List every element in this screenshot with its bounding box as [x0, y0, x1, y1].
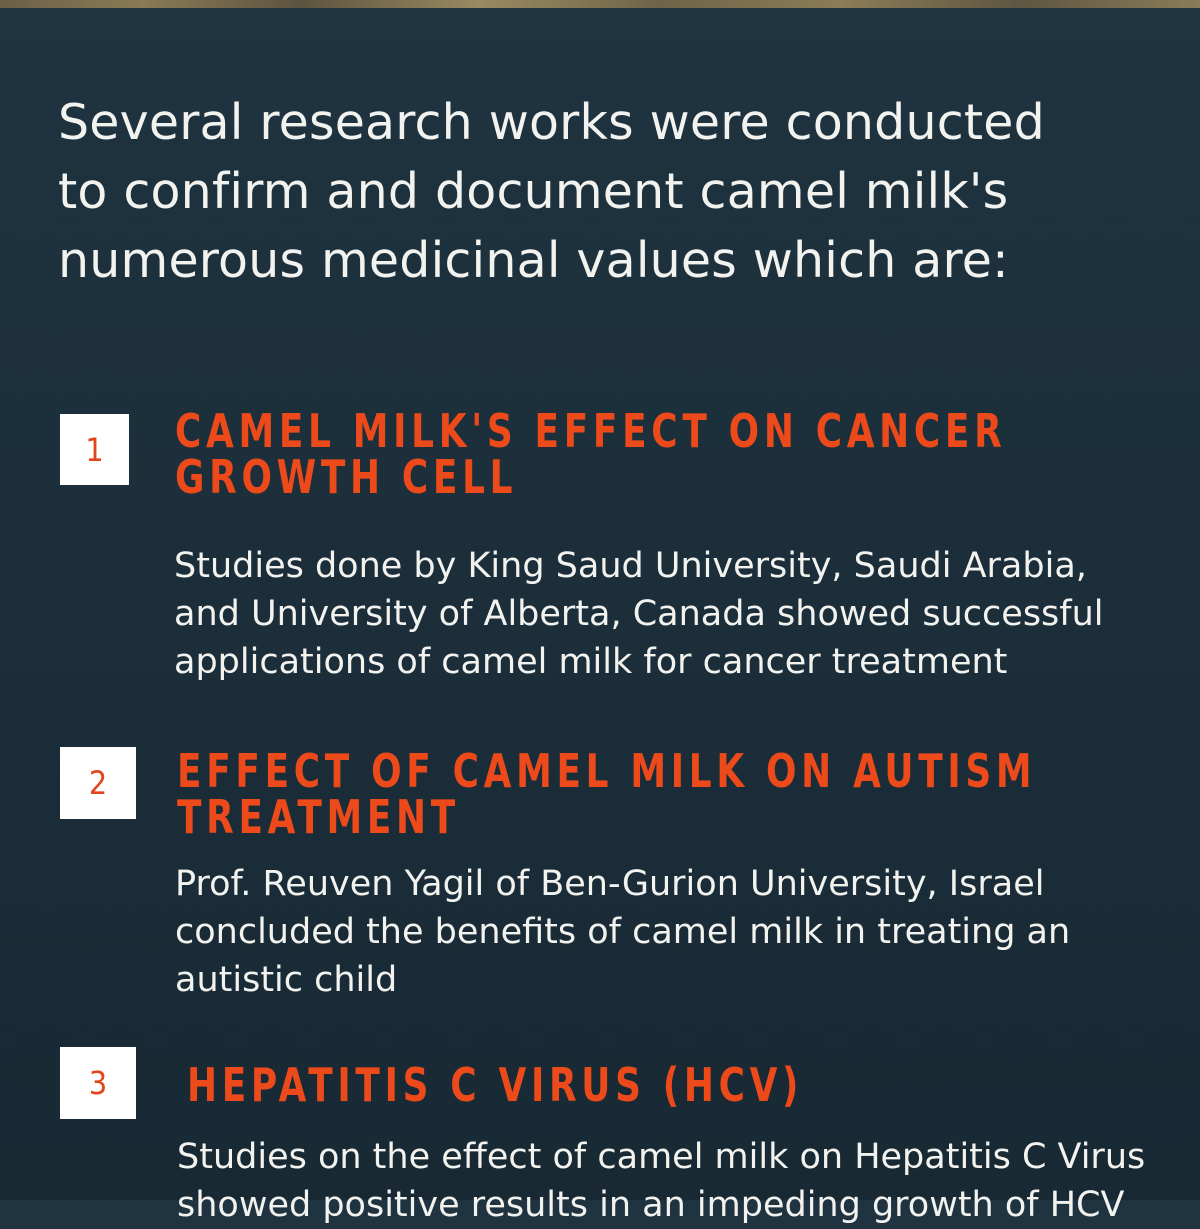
intro-line: to confirm and document camel milk's [58, 163, 1009, 220]
intro-line: numerous medicinal values which are: [58, 232, 1009, 289]
item-heading-line: TREATMENT [177, 790, 460, 844]
header-photo-strip [0, 0, 1200, 8]
item-heading-line: EFFECT OF CAMEL MILK ON AUTISM [177, 744, 1037, 798]
item-description-line: and University of Alberta, Canada showed successful [174, 594, 1104, 634]
item-heading-line: CAMEL MILK'S EFFECT ON CANCER [175, 404, 1007, 458]
item-description [175, 860, 1175, 1004]
item-heading [175, 404, 1007, 504]
intro-line: Several research works were conducted [58, 94, 1045, 151]
item-description [174, 542, 1174, 686]
item-heading [187, 1058, 804, 1112]
item-description-line: concluded the benefits of camel milk in treating an [175, 912, 1071, 952]
item-heading-line: GROWTH CELL [175, 450, 518, 504]
item-heading-line: HEPATITIS C VIRUS (HCV) [187, 1058, 804, 1112]
item-description-line: Prof. Reuven Yagil of Ben-Gurion University, Israel [175, 864, 1045, 904]
item-number-badge: 1 [60, 414, 129, 485]
item-description-line: Studies done by King Saud University, Saudi Arabia, [174, 546, 1087, 586]
item-number-badge: 2 [60, 747, 136, 819]
item-description [177, 1133, 1197, 1229]
item-number-badge: 3 [60, 1047, 136, 1119]
item-description-line: autistic child [175, 960, 398, 1000]
item-description-line: applications of camel milk for cancer treatment [174, 642, 1008, 682]
intro-text [58, 88, 1158, 295]
item-description-line: showed positive results in an impeding growth of HCV [177, 1185, 1125, 1225]
item-heading [177, 744, 1037, 844]
item-description-line: Studies on the effect of camel milk on Hepatitis C Virus [177, 1137, 1146, 1177]
